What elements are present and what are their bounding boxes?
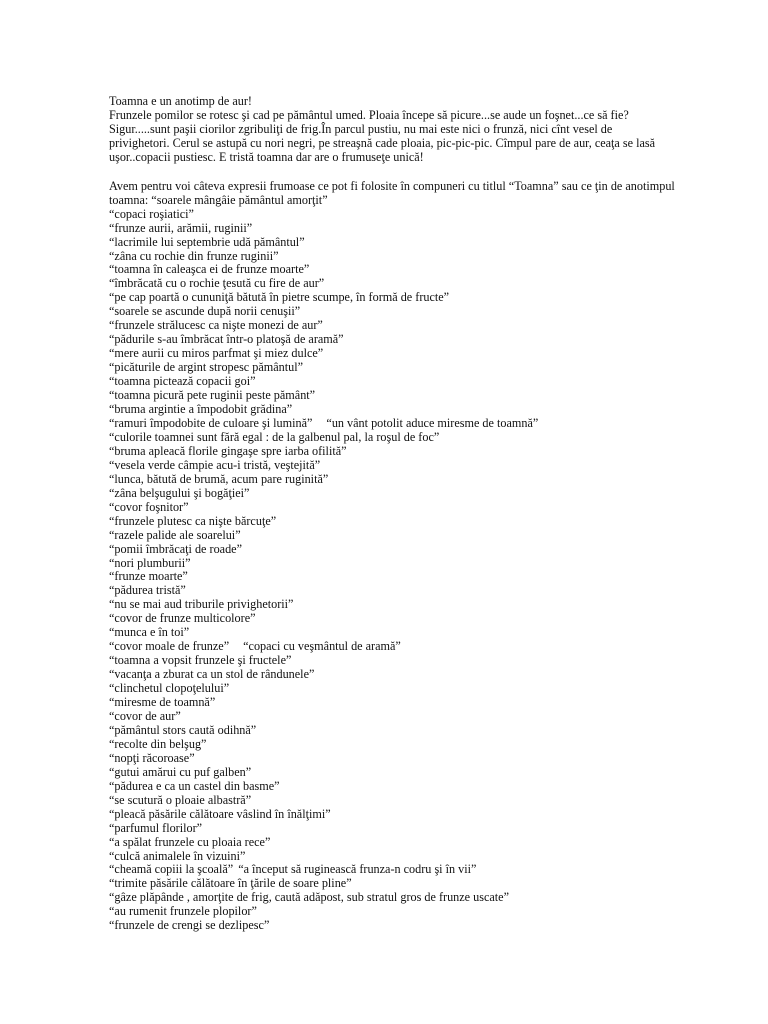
expression-line: “clinchetul clopoţelului” [109, 681, 230, 696]
expression-line: “a spălat frunzele cu ploaia rece” [109, 834, 271, 849]
expression-line: “recolte din belşug” [109, 736, 207, 751]
expression-line: “frunzele plutesc ca nişte bărcuţe” [109, 513, 277, 528]
expression-line: “un vânt potolit aduce miresme de toamnă” [326, 415, 539, 430]
expression-line: “frunzele de crengi se dezlipesc” [109, 918, 270, 933]
expression-pair-line [109, 863, 749, 877]
expression-line: “mere aurii cu miros parfmat şi miez dulce” [109, 346, 324, 361]
expression-line: “pădurile s-au îmbrăcat într-o platoşă de aramă” [109, 332, 344, 347]
expression-line: “a început să ruginească frunza-n codru şi în vii” [238, 862, 477, 877]
expression-line: “bruma apleacă florile gingaşe spre iarba ofilită” [109, 443, 347, 458]
expression-line: “pleacă păsările călătoare vâslind în înălţimi” [109, 806, 331, 821]
expression-line: “nu se mai aud triburile privighetorii” [109, 597, 294, 612]
expression-line: “nori plumburii” [109, 555, 191, 570]
expression-line: “covor moale de frunze” [109, 639, 230, 654]
paragraph-spacer [109, 165, 749, 180]
expression-line: “covor de aur” [109, 708, 181, 723]
expression-line: “nopţi răcoroase” [109, 750, 195, 765]
expression-line: “au rumenit frunzele plopilor” [109, 904, 257, 919]
expression-line: “copaci roşiatici” [109, 206, 194, 221]
expression-line: “pe cap poartă o cununiţă bătută în pietre scumpe, în formă de fructe” [109, 290, 450, 305]
expression-line: “razele palide ale soarelui” [109, 527, 241, 542]
expression-line: “cheamă copiii la şcoală” [109, 862, 234, 877]
expression-line: “pădurea tristă” [109, 583, 186, 598]
expression-line: “culorile toamnei sunt fără egal : de la galbenul pal, la roşul de foc” [109, 429, 440, 444]
expression-line: “soarele se ascunde după norii cenuşii” [109, 304, 301, 319]
expression-line: “bruma argintie a împodobit grădina” [109, 402, 293, 417]
intro-line: Sigur.....sunt paşii ciorilor zgribuliţi de frig.În parcul pustiu, nu mai este nici o frunză, nici cînt vesel de [109, 121, 613, 136]
expression-line: “gutui amărui cu puf galben” [109, 764, 252, 779]
expression-line: “toamna a vopsit frunzele şi fructele” [109, 653, 292, 668]
expression-line: “frunze aurii, arămii, ruginii” [109, 220, 253, 235]
intro-line: uşor..copacii pustiesc. E tristă toamna dar are o frumuseţe unică! [109, 149, 424, 164]
expression-line: “vesela verde câmpie acu-i tristă, veştejită” [109, 457, 321, 472]
expression-line: “pământul stors caută odihnă” [109, 722, 257, 737]
expression-line: “frunze moarte” [109, 569, 188, 584]
expression-line: “lacrimile lui septembrie udă pământul” [109, 234, 305, 249]
expression-line: “covor foşnitor” [109, 499, 189, 514]
expression-line: “toamna în caleaşca ei de frunze moarte” [109, 262, 310, 277]
expression-pair-line [109, 640, 749, 654]
expression-line: “copaci cu veşmântul de aramă” [243, 639, 401, 654]
expression-line: “se scutură o ploaie albastră” [109, 792, 252, 807]
expression-line: “culcă animalele în vizuini” [109, 848, 246, 863]
expression-line: “picăturile de argint stropesc pământul” [109, 360, 304, 375]
expression-line: “lunca, bătută de brumă, acum pare ruginită” [109, 471, 329, 486]
expression-line: “zâna belşugului şi bogăţiei” [109, 485, 250, 500]
expression-pair-line [109, 417, 749, 431]
lead-line: Avem pentru voi câteva expresii frumoase ce pot fi folosite în compuneri cu titlul “Toamna” sau ce ţin de anotimpul [109, 178, 675, 193]
expression-line: “zâna cu rochie din frunze ruginii” [109, 248, 279, 263]
expression-line: “covor de frunze multicolore” [109, 611, 256, 626]
expression-line: “pomii îmbrăcaţi de roade” [109, 541, 242, 556]
intro-title: Toamna e un anotimp de aur! [109, 94, 252, 108]
expression-line: “toamna picură pete ruginii peste pământ” [109, 388, 316, 403]
expression-line: “vacanţa a zburat ca un stol de rândunele” [109, 667, 315, 682]
lead-line: toamna: “soarele mângâie pământul amorţit” [109, 192, 328, 207]
intro-line: Frunzele pomilor se rotesc şi cad pe pământul umed. Ploaia începe să picure...se aude un foşnet...ce să fie? [109, 107, 629, 122]
expression-line: “miresme de toamnă” [109, 695, 216, 710]
expression-line: “frunzele strălucesc ca nişte monezi de aur” [109, 318, 323, 333]
intro-line: privighetori. Cerul se astupă cu nori negri, pe streaşnă cade ploaia, pic-pic-pic. Cîmpul pare de aur, ceaţa se lasă [109, 135, 656, 150]
intro-paragraph [109, 95, 749, 165]
expressions-paragraph [109, 180, 749, 933]
expression-line: “munca e în toi” [109, 625, 190, 640]
expression-line: “gâze plăpânde , amorţite de frig, caută adăpost, sub stratul gros de frunze uscate” [109, 890, 509, 905]
expression-line: “parfumul florilor” [109, 820, 203, 835]
expression-line: “trimite păsările călătoare în ţările de soare pline” [109, 876, 352, 891]
expression-line: “îmbrăcată cu o rochie ţesută cu fire de aur” [109, 276, 325, 291]
expression-line: “ramuri împodobite de culoare şi lumină” [109, 415, 313, 430]
expression-line: “pădurea e ca un castel din basme” [109, 778, 280, 793]
expression-line: “toamna pictează copacii goi” [109, 374, 256, 389]
document-body [109, 95, 749, 933]
